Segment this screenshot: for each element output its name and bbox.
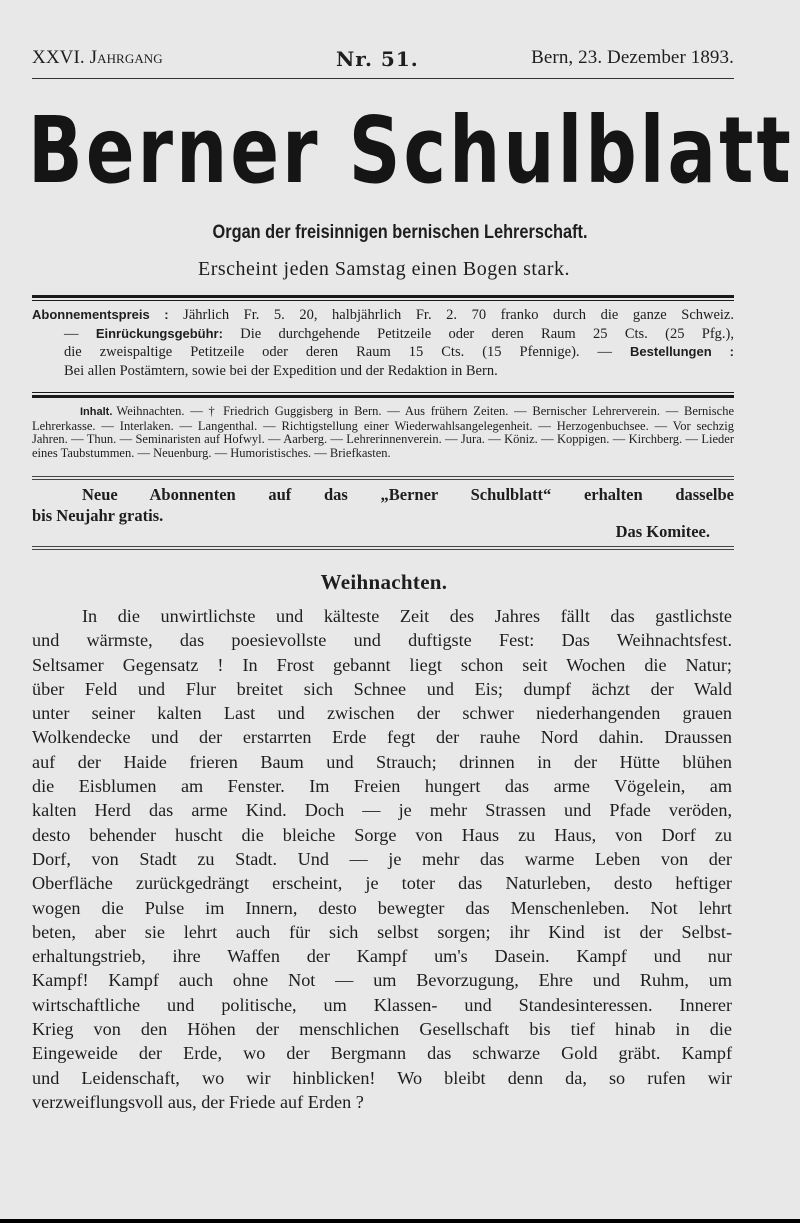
article-line: und Leidenschaft, wo wir hinblicken! Wo bleibt denn da, so rufen wir: [32, 1067, 732, 1088]
orders-text: Bei allen Postämtern, sowie bei der Expedition und der Redaktion in Bern.: [64, 362, 498, 379]
article-line: beten, aber sie lehrt auch für sich selbst sorgen; ihr Kind ist der Selbst-: [32, 921, 732, 942]
article-line: erhaltungstrieb, ihre Waffen der Kampf um's Dasein. Kampf und nur: [32, 946, 732, 967]
notice-line-1: Neue Abonnenten auf das „Berner Schulblatt“ erhalten dasselbe: [82, 485, 734, 504]
article-line: Kampf! Kampf auch ohne Not — um Bevorzugung, Ehre und Ruhm, um: [32, 970, 732, 991]
subscription-price: [32, 306, 734, 325]
contents-label: Inhalt.: [80, 406, 113, 418]
volume-label: XXVI. Jahrgang: [32, 47, 163, 68]
notice-signature: Das Komitee.: [615, 522, 710, 541]
article-line: wogen die Pulse im Innern, desto bewegter das Menschenleben. Not lehrt: [32, 897, 732, 918]
article-line: In die unwirtlichste und kälteste Zeit des Jahres fällt das gastlichste: [82, 606, 732, 626]
orders-label: Bestellungen :: [630, 344, 734, 359]
rule-above-contents: [32, 392, 734, 398]
insertion-fee: [32, 325, 734, 344]
fee-label: Einrückungsgebühr:: [95, 325, 223, 341]
rule-below-notice: [32, 546, 734, 550]
article-line: Oberfläche zurückgedrängt erscheint, je toter das Naturleben, desto heftiger: [32, 873, 732, 894]
place-date: [531, 47, 734, 69]
issue-number: Nr. 51.: [336, 47, 419, 71]
fee-text-1: Die durchgehende Petitzeile oder deren Raum 25 Cts. (25 Pfg.),: [222, 325, 735, 342]
article-line: Eingeweide der Erde, wo der Bergmann das schwarze Gold gräbt. Kampf: [32, 1043, 732, 1064]
article-line: desto behender huscht die bleiche Sorge von Haus zu Haus, von Dorf zu: [32, 824, 732, 845]
article-line: Krieg von den Höhen der menschlichen Gesellschaft bis tief hinab in die: [32, 1019, 732, 1040]
article-body: [32, 604, 732, 1114]
table-of-contents: [32, 405, 734, 460]
subtitle-text: Organ der freisinnigen bernischen Lehrerschaft.: [212, 222, 588, 243]
insertion-fee-cont: [32, 343, 734, 362]
article-line: unter seiner kalten Last und zwischen der schwer niederhangenden grauen: [32, 703, 732, 724]
notice-line-2: bis Neujahr gratis.: [32, 506, 164, 525]
price-label: Abonnementspreis :: [32, 307, 169, 322]
place-date-text: Bern, 23. Dezember 1893.: [531, 47, 734, 68]
article-line: Seltsamer Gegensatz ! In Frost gebannt liegt schon seit Wochen die Natur;: [32, 654, 732, 675]
newspaper-subtitle: [0, 222, 800, 244]
publication-tagline: Erscheint jeden Samstag einen Bogen stark.: [197, 258, 570, 280]
article-line: Dorf, von Stadt zu Stadt. Und — je mehr das warme Leben von der: [32, 848, 732, 869]
article-title: Weihnachten.: [320, 570, 448, 594]
contents-text: Weihnachten. — † Friedrich Guggisberg in Bern. — Aus frühern Zeiten. — Bernischer Lehrerverein. — Bernische Lehrerkasse. — Interlaken. — Langenthal. — Richtigstellung einer Wiederwahlsangelegenheit. — Herzogenbuchsee. — Vor sechzig Jahren. — Thun. — Seminaristen auf Hofwyl. — Aarberg. — Lehrerinnenverein. — Jura. — Köniz. — Koppigen. — Kirchberg. — Lieder eines Taubstummen. — Neuenburg. — Humoristisches. — Briefkasten.: [32, 404, 734, 460]
masthead-line: [32, 47, 734, 69]
scan-bottom-edge: [0, 1219, 800, 1223]
article-line: über Feld und Flur breitet sich Schnee und Eis; dumpf ächzt der Wald: [32, 678, 732, 699]
article-line: kalten Herd das arme Kind. Doch — je mehr Strassen und Pfade veröden,: [32, 800, 732, 821]
price-text: Jährlich Fr. 5. 20, halbjährlich Fr. 2. 70 franko durch die ganze Schweiz.: [168, 307, 734, 323]
article-line: verzweiflungsvoll aus, der Friede auf Erden ?: [32, 1091, 364, 1112]
rule-above-notice: [32, 476, 734, 480]
subscriber-notice: [32, 484, 734, 541]
newspaper-title: Berner Schulblatt: [28, 97, 794, 204]
dash: —: [64, 325, 96, 342]
subscription-info: [32, 306, 734, 380]
fee-text-2: die zweispaltige Petitzeile oder deren Raum 15 Cts. (15 Pfennige). —: [64, 344, 631, 360]
article-line: auf der Haide frieren Baum und Strauch; drinnen in der Hütte blühen: [32, 751, 732, 772]
rule-above-subscription: [32, 295, 734, 301]
article-line: Wolkendecke und der erstarrten Erde fegt der rauhe Nord dahin. Draussen: [32, 727, 732, 748]
masthead-rule: [32, 78, 734, 79]
article-line: die Eisblumen am Fenster. Im Freien hungert das arme Vögelein, am: [32, 776, 732, 797]
article-line: und wärmste, das poesievollste und duftigste Fest: Das Weihnachtsfest.: [32, 630, 732, 651]
article-line: wirtschaftliche und politische, um Klassen- und Standesinteressen. Innerer: [32, 994, 732, 1015]
